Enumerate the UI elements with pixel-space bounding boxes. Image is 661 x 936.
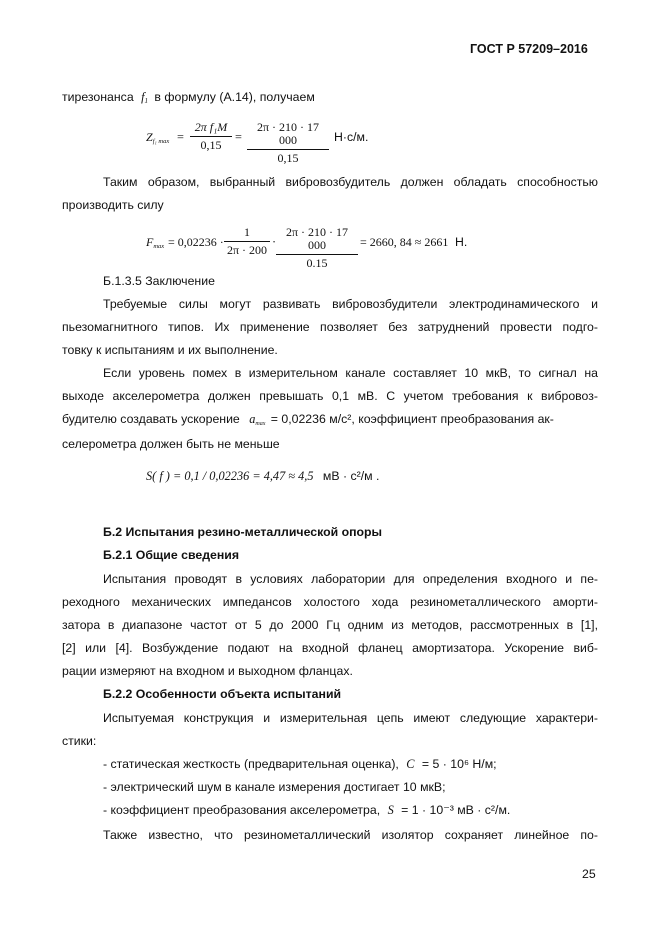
paragraph-line: стики: [62,734,97,748]
equation-sensitivity: S( f ) = 0,1 / 0,02236 = 4,47 ≈ 4,5 мВ · с²/м . [146,469,380,483]
equation-lhs: $F_{max}$ [146,235,165,250]
list-item: - коэффициент преобразования акселерометра, S = 1 · 10⁻³ мВ · с²/м. [103,803,511,817]
document-header: ГОСТ Р 57209–2016 [470,42,588,56]
fraction-1: 1 2π · 200 [224,226,270,257]
equation-coefficient: = 0,02236 · [168,235,224,249]
section-heading: Б.1.3.5 Заключение [103,274,215,288]
fraction-1: 2π f₁M 0,15 [190,121,232,152]
paragraph-line: Таким образом, выбранный вибровозбудитель должен обладать способностью [103,175,598,189]
paragraph-line: товку к испытаниям и их выполнение. [62,343,278,357]
paragraph-line: будителю создавать ускорение $a_{max} = 0,02236$ м/с², коэффициент преобразования ак- [62,412,554,427]
paragraph-line: затора в диапазоне частот от 5 до 2000 Гц одним из методов, рассмотренных в [1], [62,618,598,632]
equation-unit: Н. [455,235,468,249]
paragraph-line: [2] или [4]. Возбуждение подают на входной фланец амортизатора. Ускорение виб- [62,641,598,655]
list-item: - электрический шум в канале измерения достигает 10 мкВ; [103,780,446,794]
paragraph-line: Испытуемая конструкция и измерительная цепь имеют следующие характери- [103,711,598,725]
equation-unit: Н·с/м. [334,130,369,144]
fraction-2: 2π · 210 · 17 000 0,15 [247,121,329,165]
subsection-heading: Б.2.1 Общие сведения [103,548,239,562]
paragraph-line: пьезомагнитного типов. Их применение позволяет без затруднений провести подго- [62,320,598,334]
paragraph-line: выходе акселерометра должен превышать 0,1 мВ. С учетом требования к вибровоз- [62,389,598,403]
subsection-heading: Б.2.2 Особенности объекта испытаний [103,687,342,701]
paragraph-line: селерометра должен быть не меньше [62,437,280,451]
page-number: 25 [582,867,596,881]
equals-sign: = [177,130,184,144]
paragraph-line: Испытания проводят в условиях лаборатории для определения входного и пе- [103,572,598,586]
paragraph-line: Если уровень помех в измерительном канале составляет 10 мкВ, то сигнал на [103,366,598,380]
math-variable: $f_1$ [141,90,148,105]
equation-result: = 2660, 84 ≈ 2661 [360,235,449,249]
list-item: - статическая жесткость (предварительная оценка), C = 5 · 10⁶ Н/м; [103,757,497,771]
text: тирезонанса [62,90,134,104]
paragraph-line: рации измеряют на входном и выходном фланцах. [62,664,353,678]
section-heading: Б.2 Испытания резино-металлической опоры [103,525,383,539]
paragraph-line: Также известно, что резинометаллический изолятор сохраняет линейное по- [103,828,598,842]
fraction-2: 2π · 210 · 17 000 0.15 [276,226,358,270]
equals-sign: = [235,130,242,144]
text: в формулу (А.14), получаем [154,90,315,104]
math-variable: $a_{max}$ [249,412,266,427]
paragraph-intro [62,90,315,105]
paragraph-line: Требуемые силы могут развивать вибровозбудители электродинамического и [103,297,598,311]
equation-lhs: $Z_{f_1 max}$ [146,130,170,145]
paragraph-line: реходного механических импедансов холостого хода резинометаллического аморти- [62,595,598,609]
paragraph-line: производить силу [62,198,164,212]
